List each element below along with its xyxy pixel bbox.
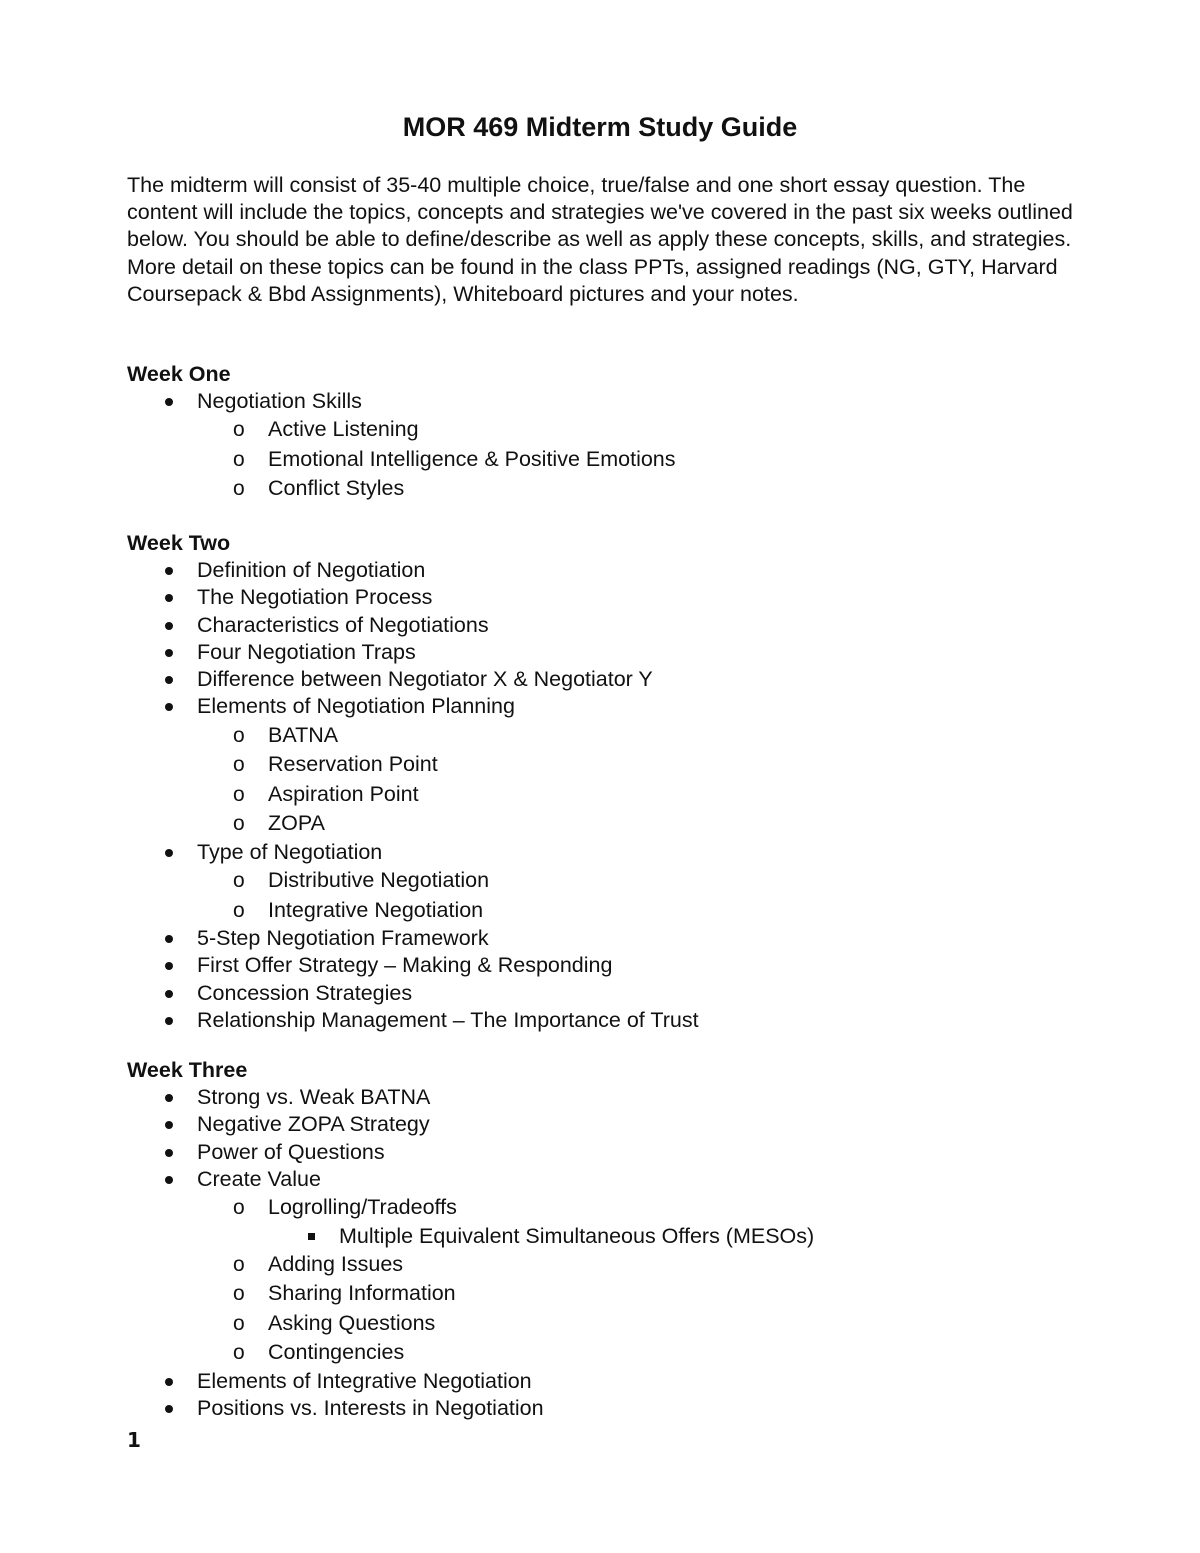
- list-item: [127, 1139, 1087, 1166]
- week-one-section: [127, 361, 1087, 504]
- list-item-text: Emotional Intelligence & Positive Emotions: [268, 446, 676, 471]
- bullet-dot-icon: [165, 594, 173, 602]
- list-item: [127, 445, 1087, 475]
- list-item-text: Elements of Negotiation Planning: [197, 694, 515, 719]
- list-item: [127, 388, 1087, 415]
- list-item: [127, 1395, 1087, 1422]
- topic-list: [127, 1084, 1087, 1423]
- week-heading: Week One: [127, 362, 231, 386]
- list-item: [127, 1223, 1087, 1250]
- list-item: [127, 1166, 1087, 1193]
- list-item: [127, 952, 1087, 979]
- list-item: [127, 1084, 1087, 1111]
- list-item-text: Asking Questions: [268, 1310, 436, 1335]
- bullet-circle-marker: o: [233, 723, 245, 747]
- list-item: [127, 780, 1087, 810]
- bullet-circle-marker: o: [233, 477, 245, 501]
- list-item: [127, 866, 1087, 896]
- bullet-dot-icon: [165, 1094, 173, 1102]
- list-item-text: Multiple Equivalent Simultaneous Offers (MESOs): [339, 1223, 815, 1248]
- list-item: [127, 1279, 1087, 1309]
- bullet-dot-icon: [165, 622, 173, 630]
- list-item-text: Strong vs. Weak BATNA: [197, 1085, 431, 1109]
- list-item-text: Logrolling/Tradeoffs: [268, 1195, 457, 1220]
- bullet-dot-icon: [165, 649, 173, 657]
- list-item: [127, 612, 1087, 639]
- bullet-circle-marker: o: [233, 782, 245, 806]
- week-three-section: [127, 1057, 1087, 1423]
- bullet-circle-marker: o: [233, 1252, 245, 1276]
- list-item-text: The Negotiation Process: [197, 585, 433, 610]
- bullet-circle-marker: o: [233, 869, 245, 893]
- list-item: [127, 1111, 1087, 1138]
- list-item: [127, 474, 1087, 504]
- list-item-text: Reservation Point: [268, 752, 438, 777]
- bullet-circle-marker: o: [233, 447, 245, 471]
- intro-paragraph: The midterm will consist of 35-40 multiple choice, true/false and one short essay question. The content will include the topics, concepts and strategies we've covered in the past six weeks outlined below. You should be able to define/describe as well as apply these concepts, skills, and strategies. More detail on these topics can be found in the class PPTs, assigned readings (NG, GTY, Harvard Coursepack & Bbd Assignments), Whiteboard pictures and your notes.: [127, 173, 1073, 306]
- bullet-dot-icon: [165, 398, 173, 406]
- bullet-dot-icon: [165, 849, 173, 857]
- list-item-text: BATNA: [268, 722, 339, 747]
- list-item-text: Integrative Negotiation: [268, 897, 484, 922]
- topic-list: [127, 388, 1087, 504]
- list-item: [127, 809, 1087, 839]
- bullet-circle-marker: o: [233, 1311, 245, 1335]
- list-item-text: Contingencies: [268, 1340, 405, 1365]
- list-item-text: Four Negotiation Traps: [197, 639, 416, 664]
- list-item: [127, 750, 1087, 780]
- list-item: [127, 1007, 1087, 1034]
- list-item-text: Create Value: [197, 1166, 321, 1191]
- list-item-text: Positions vs. Interests in Negotiation: [197, 1396, 544, 1421]
- list-item: [127, 415, 1087, 445]
- bullet-square-icon: [308, 1233, 315, 1240]
- bullet-circle-marker: o: [233, 898, 245, 922]
- page-title: MOR 469 Midterm Study Guide: [402, 112, 798, 142]
- bullet-dot-icon: [165, 567, 173, 575]
- page-number: 1: [127, 1428, 141, 1452]
- list-item: [127, 1193, 1087, 1223]
- bullet-circle-marker: o: [233, 1196, 245, 1220]
- bullet-circle-marker: o: [233, 1282, 245, 1306]
- list-item-text: Conflict Styles: [268, 476, 405, 501]
- bullet-dot-icon: [165, 1405, 173, 1413]
- week-heading: Week Two: [127, 531, 231, 555]
- list-item-text: Sharing Information: [268, 1281, 456, 1306]
- bullet-circle-marker: o: [233, 753, 245, 777]
- list-item-text: Aspiration Point: [268, 781, 419, 806]
- list-item: [127, 1368, 1087, 1395]
- list-item-text: Negotiation Skills: [197, 389, 362, 413]
- list-item: [127, 1338, 1087, 1368]
- list-item: [127, 1309, 1087, 1339]
- week-heading: Week Three: [127, 1058, 248, 1082]
- bullet-dot-icon: [165, 1017, 173, 1025]
- bullet-dot-icon: [165, 990, 173, 998]
- list-item-text: Difference between Negotiator X & Negotiator Y: [197, 667, 653, 692]
- list-item-text: ZOPA: [268, 811, 325, 836]
- bullet-dot-icon: [165, 1121, 173, 1129]
- topic-list: [127, 557, 1087, 1034]
- list-item-text: Power of Questions: [197, 1139, 385, 1164]
- list-item: [127, 925, 1087, 952]
- bullet-dot-icon: [165, 703, 173, 711]
- list-item: [127, 896, 1087, 926]
- list-item-text: Definition of Negotiation: [197, 558, 426, 582]
- bullet-dot-icon: [165, 1176, 173, 1184]
- list-item: [127, 1250, 1087, 1280]
- list-item-text: 5-Step Negotiation Framework: [197, 926, 489, 951]
- list-item: [127, 666, 1087, 693]
- bullet-dot-icon: [165, 962, 173, 970]
- list-item: [127, 721, 1087, 751]
- list-item: [127, 980, 1087, 1007]
- bullet-dot-icon: [165, 1149, 173, 1157]
- list-item: [127, 557, 1087, 584]
- list-item-text: Adding Issues: [268, 1251, 404, 1276]
- list-item-text: Elements of Integrative Negotiation: [197, 1368, 532, 1393]
- bullet-dot-icon: [165, 1378, 173, 1386]
- list-item-text: Negative ZOPA Strategy: [197, 1112, 430, 1137]
- list-item: [127, 584, 1087, 611]
- bullet-dot-icon: [165, 935, 173, 943]
- week-two-section: [127, 530, 1087, 1034]
- list-item-text: Relationship Management – The Importance of Trust: [197, 1007, 699, 1032]
- bullet-circle-marker: o: [233, 418, 245, 442]
- bullet-dot-icon: [165, 676, 173, 684]
- list-item-text: Characteristics of Negotiations: [197, 612, 489, 637]
- list-item: [127, 839, 1087, 866]
- bullet-circle-marker: o: [233, 1341, 245, 1365]
- list-item-text: Concession Strategies: [197, 980, 413, 1005]
- list-item-text: Distributive Negotiation: [268, 868, 490, 893]
- bullet-circle-marker: o: [233, 812, 245, 836]
- list-item-text: First Offer Strategy – Making & Responding: [197, 953, 613, 978]
- list-item-text: Active Listening: [268, 417, 419, 442]
- list-item: [127, 639, 1087, 666]
- list-item-text: Type of Negotiation: [197, 839, 383, 864]
- list-item: [127, 693, 1087, 720]
